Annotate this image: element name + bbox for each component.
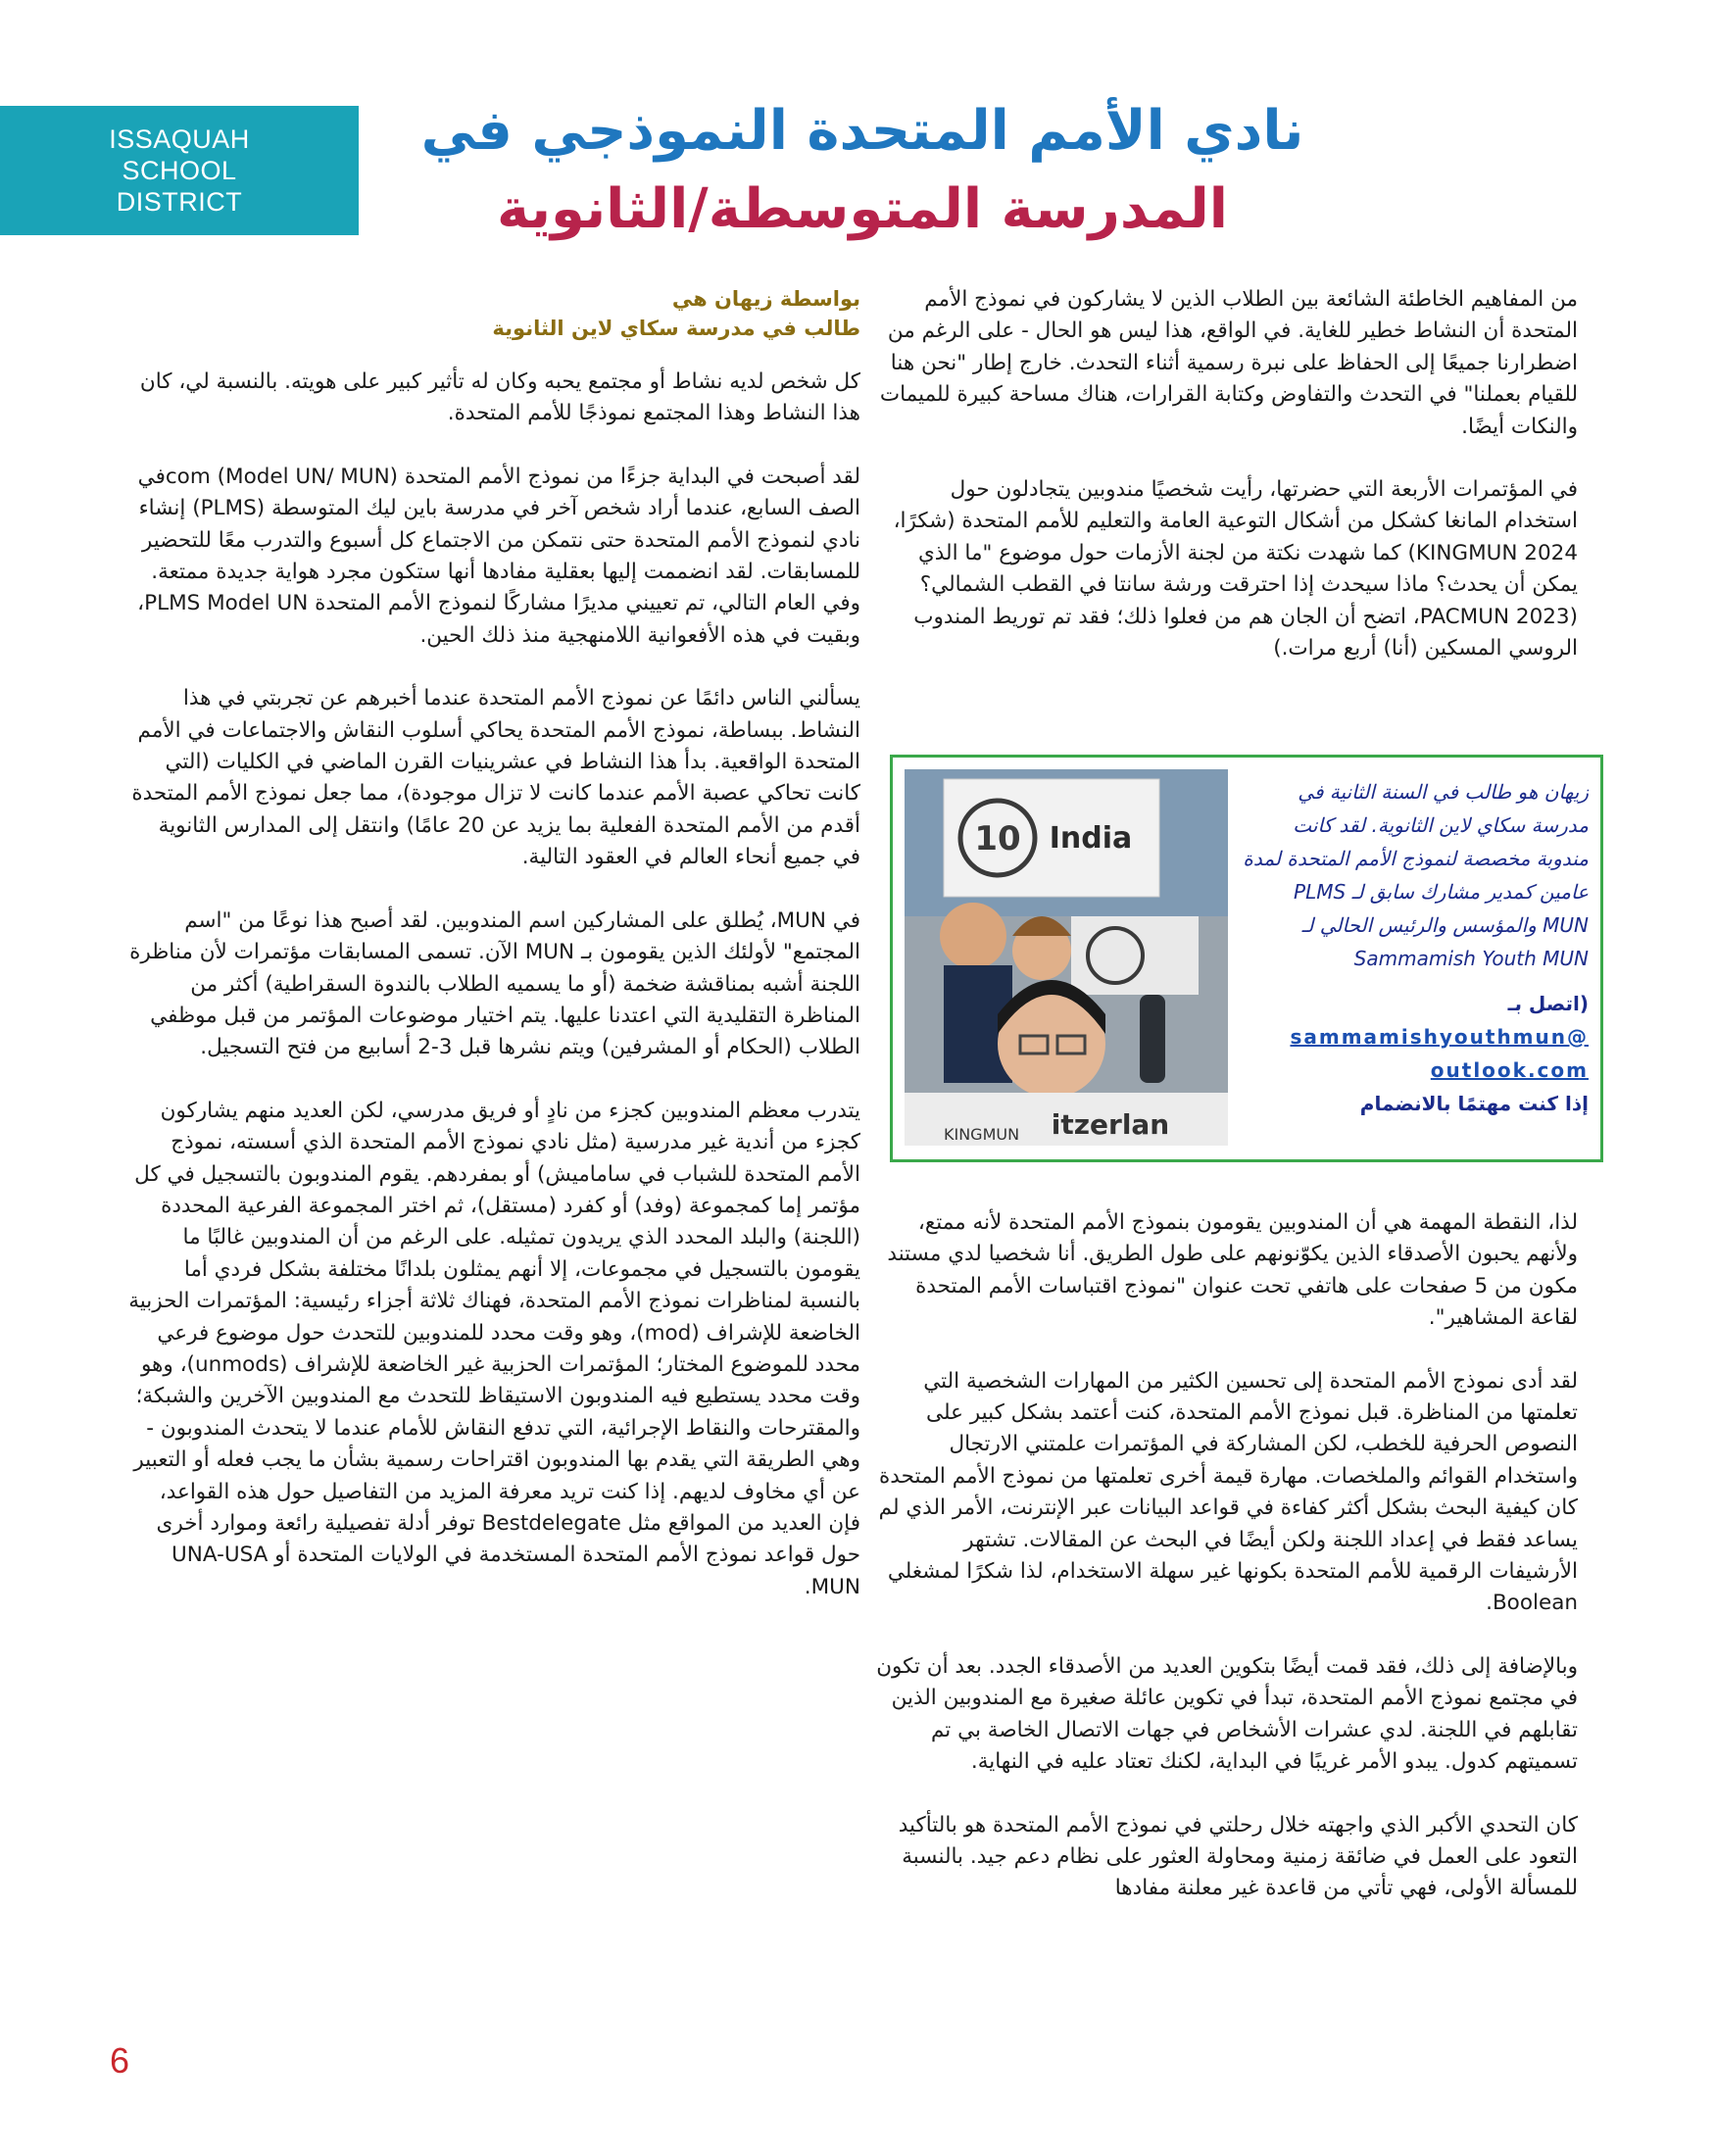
- paragraph: في المؤتمرات الأربعة التي حضرتها، رأيت شخصيًا مندوبين يتجادلون حول استخدام المانغا كشكل من أشكال التوعية العامة والتعليم للأمم المتحدة (شكرًا، KINGMUN 2024) كما شهدت نكتة من لجنة الأزمات حول موضوع "ما الذي يمكن أن يحدث؟ ماذا سيحدث إذا احترقت ورشة سانتا في القطب الشمالي؟ (PACMUN 2023، اتضح أن الجان هم من فعلوا ذلك؛ فقد تم توريط المندوب الروسي المسكين (أنا) أربع مرات.): [893, 477, 1578, 662]
- district-line: ISSAQUAH: [109, 124, 250, 154]
- photo-footer-text: KINGMUN: [944, 1125, 1020, 1144]
- contact-suffix: إذا كنت مهتمًا بالانضمام: [1359, 1092, 1589, 1115]
- page-title-line2: المدرسة المتوسطة/الثانوية: [497, 177, 1228, 241]
- byline-author: بواسطة زيهان هي: [671, 287, 860, 311]
- district-line: SCHOOL: [122, 156, 237, 185]
- page-number: 6: [110, 2040, 130, 2081]
- paragraph: كان التحدي الأكبر الذي واجهته خلال رحلتي في نموذج الأمم المتحدة هو بالتأكيد التعود على العمل في ضائقة زمنية ومحاولة العثور على نظام دعم جيد. بالنسبة للمسألة الأولى، فهي تأتي من قاعدة غير معلنة مفادها: [898, 1812, 1578, 1901]
- author-photo-box: [890, 755, 1603, 1162]
- photo-sign-text: India: [1049, 821, 1133, 856]
- paragraph: يتدرب معظم المندوبين كجزء من نادٍ أو فريق مدرسي، لكن العديد منهم يشاركون كجزء من أندية غير مدرسية (مثل نادي نموذج الأمم المتحدة الذي أسسته، نموذج الأمم المتحدة للشباب في ساماميش) أو بمفردهم. يقوم المندوبون بالتسجيل في كل مؤتمر إما كمجموعة (وفد) أو كفرد (مستقل)، ثم اختر المجموعة الفرعية المحددة (اللجنة) والبلد المحدد الذي يريدون تمثيله. على الرغم من أن المندوبين غالبًا ما يقومون بالتسجيل في مجموعات، إلا أنهم يمثلون بلدانًا مختلفة بشكل فردي أما بالنسبة لمناظرات نموذج الأمم المتحدة، فهناك ثلاثة أجزاء رئيسية: المؤتمرات الحزبية الخاضعة للإشراف (mod)، وهو وقت محدد للمندوبين للتحدث حول موضوع فرعي محدد للموضوع المختار؛ المؤتمرات الحزبية غير الخاضعة للإشراف (unmods)، وهو وقت محدد يستطيع فيه المندوبون الاستيقاظ للتحدث مع المندوبين الآخرين والشبكة؛ والمقترحات والنقاط الإجرائية، التي تدفع النقاش للأمام عندما لا يتحدث المندوبون - وهي الطريقة التي يقدم بها المندوبون اقتراحات رسمية بشأن ما يجب فعله أو التعبير عن أي مخاوف لديهم. إذا كنت تريد معرفة المزيد من التفاصيل حول هذه القواعد، فإن العديد من المواقع مثل Bestdelegate توفر أدلة تفصيلية رائعة وموارد أخرى حول قواعد نموذج الأمم المتحدة المستخدمة في الولايات المتحدة أو UNA-USA MUN.: [128, 1098, 860, 1599]
- byline-role: طالب في مدرسة سكاي لاين الثانوية: [492, 317, 860, 340]
- paragraph: وبالإضافة إلى ذلك، فقد قمت أيضًا بتكوين العديد من الأصدقاء الجدد. بعد أن تكون في مجتمع نموذج الأمم المتحدة، تبدأ في تكوين عائلة صغيرة مع المندوبين الذين تقابلهم في اللجنة. لدي عشرات الأشخاص في جهات الاتصال الخاصة بي تم تسميتهم كدول. يبدو الأمر غريبًا في البداية، لكنك تعتاد عليه في النهاية.: [876, 1653, 1578, 1775]
- photo-sign-badge: 10: [974, 819, 1021, 858]
- author-photo: [905, 769, 1228, 1146]
- paragraph: من المفاهيم الخاطئة الشائعة بين الطلاب الذين لا يشاركون في نموذج الأمم المتحدة أن النشاط خطير للغاية. في الواقع، هذا ليس هو الحال - على الرغم من اضطرارنا جميعًا إلى الحفاظ على نبرة رسمية أثناء التحدث. خارج إطار "نحن هنا للقيام بعملنا" في التحدث والتفاوض وكتابة القرارات، هناك مساحة كبيرة للميمات والنكات أيضًا.: [879, 287, 1578, 439]
- district-line: DISTRICT: [116, 187, 243, 217]
- right-column-top: [872, 284, 1578, 696]
- photo-illustration: [905, 769, 1228, 1146]
- byline: [125, 284, 860, 343]
- district-banner: [0, 106, 359, 235]
- caption-text: زيهان هو طالب في السنة الثانية في مدرسة سكاي لاين الثانوية. لقد كانت مندوبة مخصصة لنموذج الأمم المتحدة لمدة عامين كمدير مشارك سابق لـ PLMS MUN والمؤسس والرئيس الحالي لـ Sammamish Youth MUN: [1243, 780, 1589, 970]
- contact-info: [1242, 987, 1589, 1120]
- right-column-bottom: [872, 1207, 1578, 1936]
- photo-caption: [1242, 775, 1589, 1120]
- paragraph: في MUN، يُطلق على المشاركين اسم المندوبين. لقد أصبح هذا نوعًا من "اسم المجتمع" لأولئك الذين يقومون بـ MUN الآن. تسمى المسابقات مؤتمرات لأن مناظرة اللجنة أشبه بمناقشة ضخمة (أو ما يسميه الطلاب بالندوة السقراطية) أكثر من المناظرة التقليدية التي اعتدنا عليها. يتم اختيار موضوعات المؤتمر من قبل موظفي الطلاب (الحكام أو المشرفين) ويتم نشرها قبل 3-2 أسابيع من فتح التسجيل.: [129, 907, 860, 1060]
- page-title-line1: نادي الأمم المتحدة النموذجي في: [420, 99, 1304, 163]
- email-link-domain[interactable]: outlook.com: [1430, 1058, 1589, 1082]
- paragraph: لقد أدى نموذج الأمم المتحدة إلى تحسين الكثير من المهارات الشخصية التي تعلمتها من المناظرة. قبل نموذج الأمم المتحدة، كنت أعتمد بشكل كبير على النصوص الحرفية للخطب، لكن المشاركة في المؤتمرات علمتني الارتجال واستخدام القوائم والملخصات. مهارة قيمة أخرى تعلمتها من نموذج الأمم المتحدة كان كيفية البحث بشكل أكثر كفاءة في قواعد البيانات عبر الإنترنت، الأمر الذي لم يساعد فقط في إعداد اللجنة ولكن أيضًا في البحث عن المقالات. تشتهر الأرشيفات الرقمية للأمم المتحدة بكونها غير سهلة الاستخدام، لذا شكرًا لمشغلي Boolean.: [878, 1368, 1578, 1616]
- email-link[interactable]: sammamishyouthmun@: [1290, 1025, 1589, 1049]
- paragraph: لقد أصبحت في البداية جزءًا من نموذج الأمم المتحدة (Model UN/ MUN) comفي الصف السابع، عندما أراد شخص آخر في مدرسة باين ليك المتوسطة (PLMS) إنشاء نادي لنموذج الأمم المتحدة حتى نتمكن من الاجتماع كل أسبوع والتدرب معًا للتحضير للمسابقات. لقد انضممت إليها بعقلية مفادها أنها ستكون مجرد هواية جديدة ممتعة. وفي العام التالي، تم تعييني مديرًا مشاركًا لنموذج الأمم المتحدة PLMS Model UN، وبقيت في هذه الأفعوانية اللامنهجية منذ ذلك الحين.: [137, 464, 860, 648]
- paragraph: كل شخص لديه نشاط أو مجتمع يحبه وكان له تأثير كبير على هويته. بالنسبة لي، كان هذا النشاط وهذا المجتمع نموذجًا للأمم المتحدة.: [139, 369, 860, 426]
- paragraph: يسألني الناس دائمًا عن نموذج الأمم المتحدة عندما أخبرهم عن تجربتي في هذا النشاط. ببساطة، نموذج الأمم المتحدة يحاكي أسلوب النقاش والاجتماعات في الأمم المتحدة الواقعية. بدأ هذا النشاط في عشرينيات القرن الماضي في الكليات (التي كانت تحاكي عصبة الأمم عندما كانت لا تزال موجودة)، مما جعل نموذج الأمم المتحدة أقدم من الأمم المتحدة الفعلية بما يزيد عن 20 عامًا) وانتقل إلى المدارس الثانوية في جميع أنحاء العالم في العقود التالية.: [131, 686, 860, 870]
- paragraph: لذا، النقطة المهمة هي أن المندوبين يقومون بنموذج الأمم المتحدة لأنه ممتع، ولأنهم يحبون الأصدقاء الذين يكوّنونهم على طول الطريق. أنا شخصيا لدي مستند مكون من 5 صفحات على هاتفي تحت عنوان "نموذج اقتباسات الأمم المتحدة لقاعة المشاهير".: [887, 1210, 1578, 1331]
- contact-prefix: (اتصل بـ: [1507, 992, 1589, 1015]
- photo-banner-text: itzerlan: [1051, 1108, 1170, 1141]
- left-column: [125, 284, 860, 1635]
